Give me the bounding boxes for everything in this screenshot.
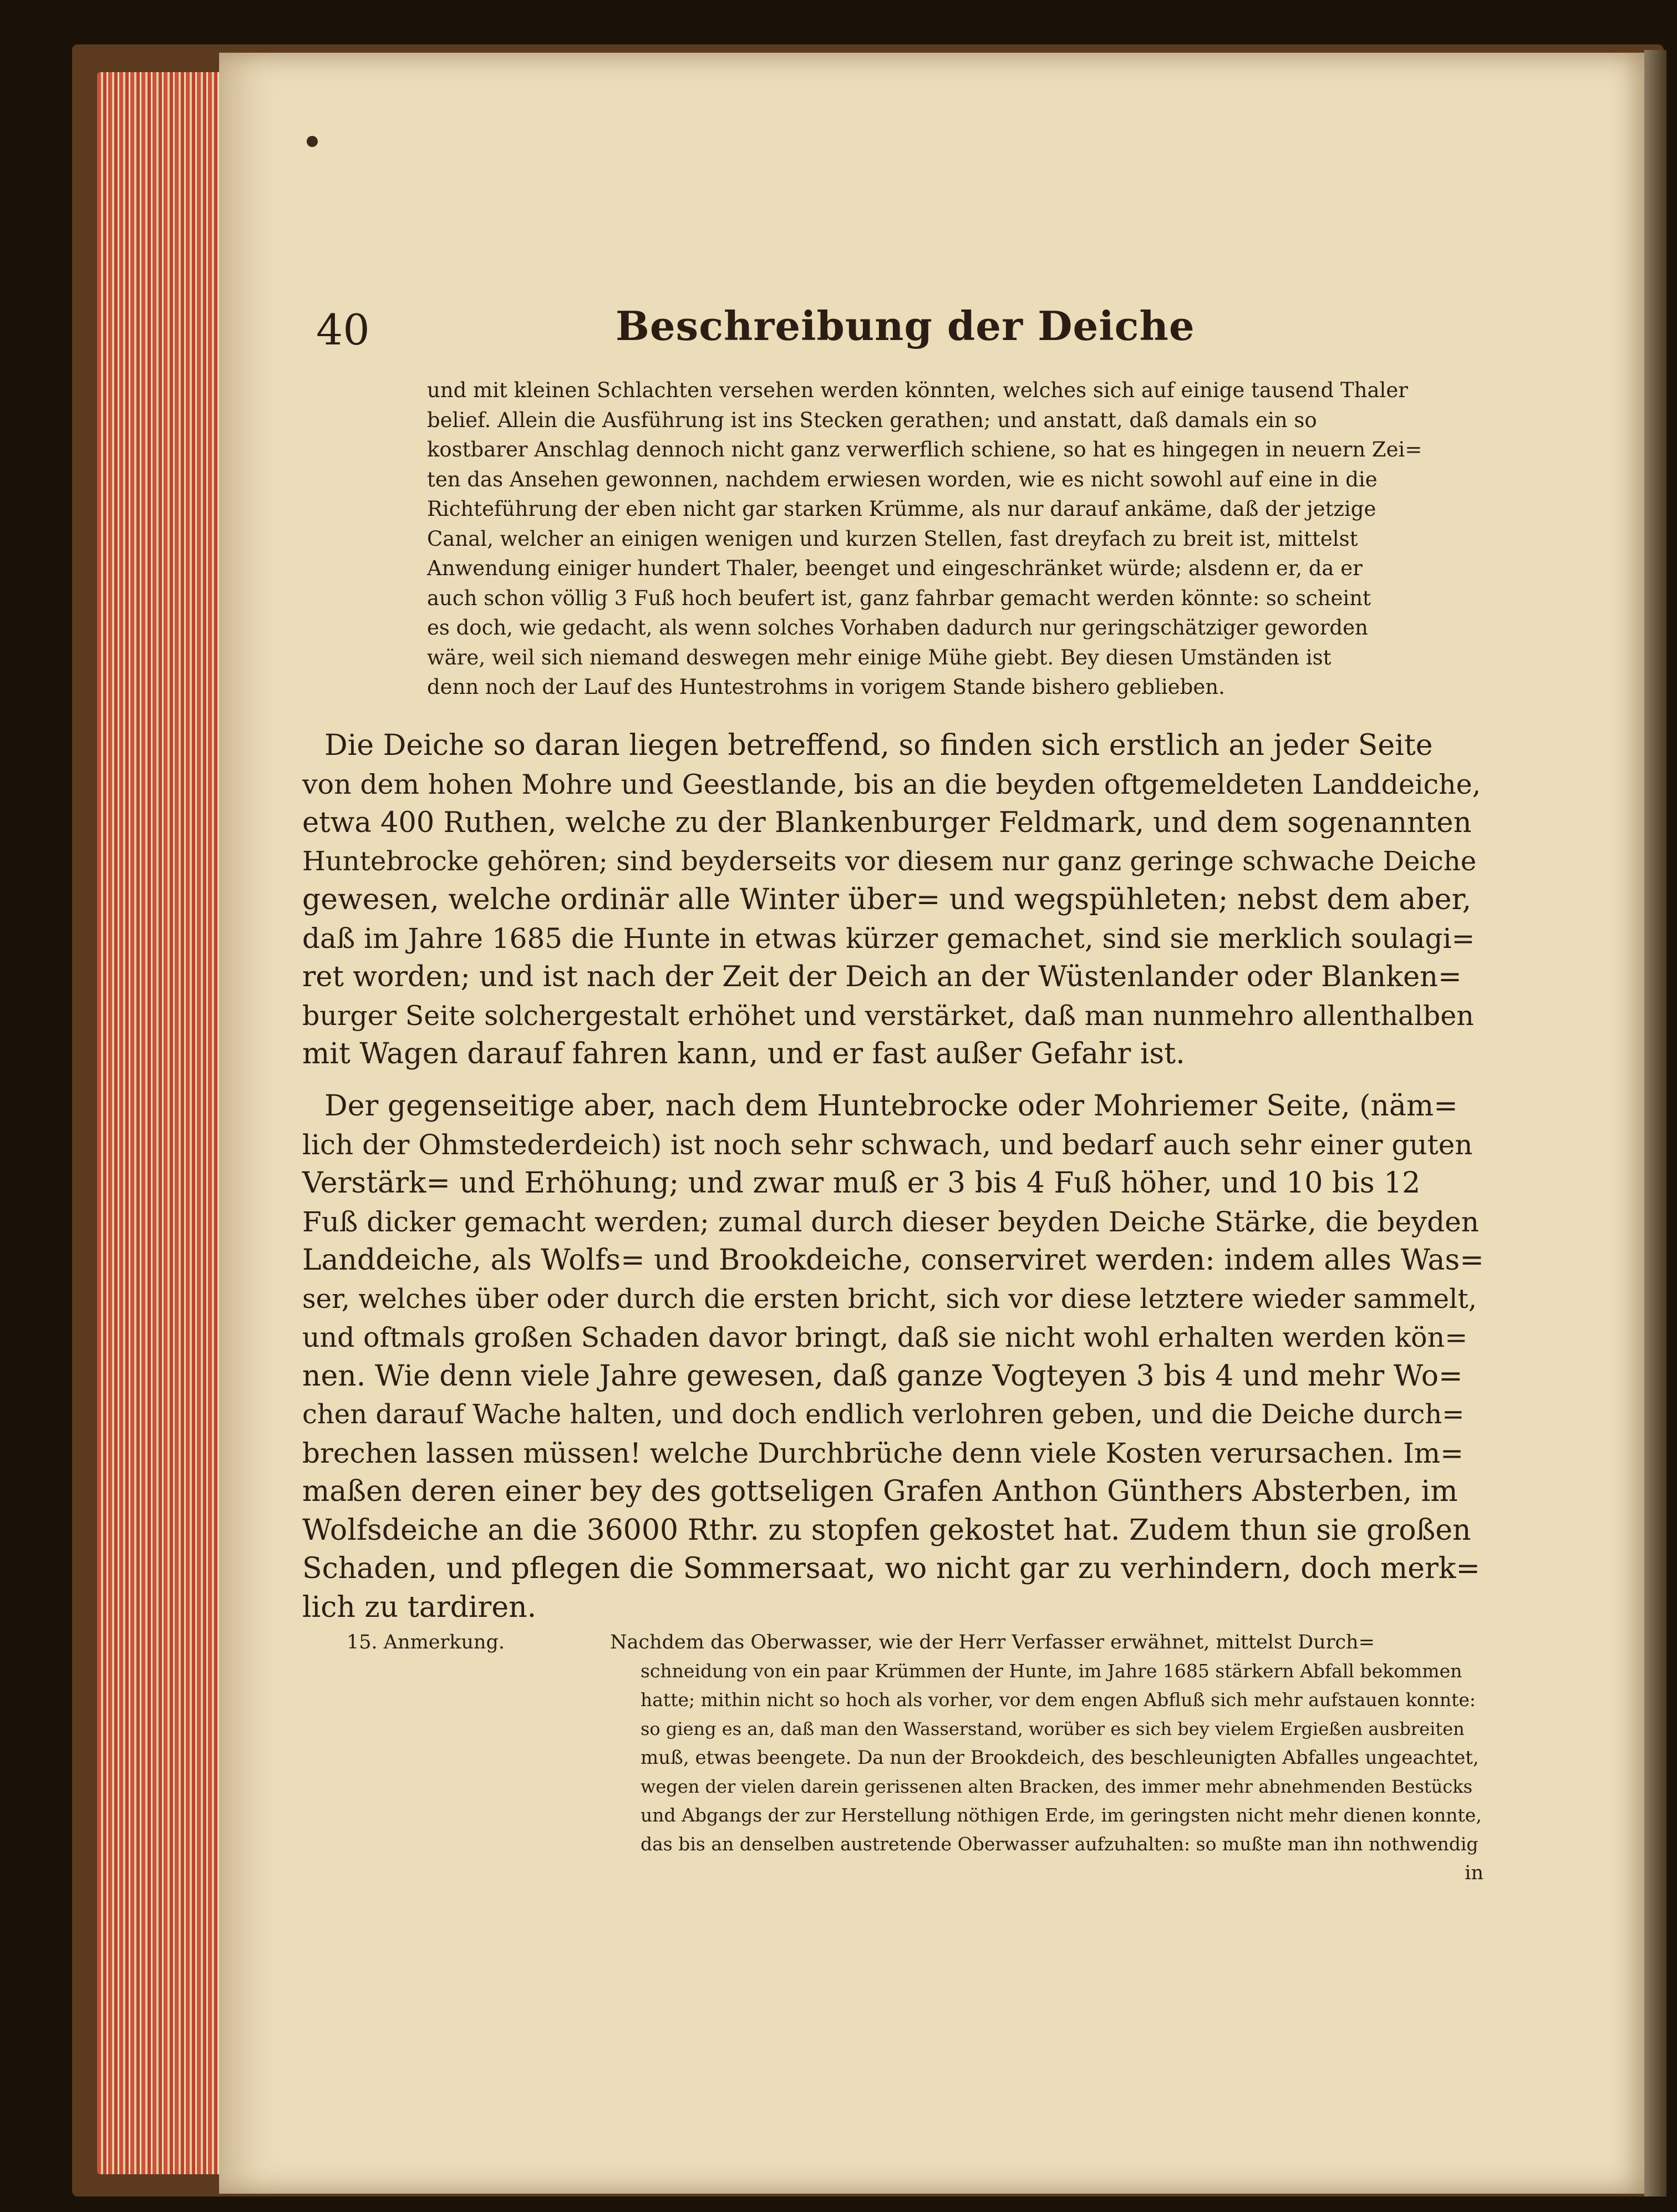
text-line: ret worden; und ist nach der Zeit der Deich an der Wüstenlander oder Blanken= [302,961,1462,993]
text-line: wegen der vielen darein gerissenen alten Bracken, des immer mehr abnehmenden Bestücks [641,1776,1473,1797]
text-line: denn noch der Lauf des Huntestrohms in vorigem Stande bishero geblieben. [427,675,1225,699]
catchword: in [1465,1862,1483,1884]
text-line: gewesen, welche ordinär alle Winter über= und wegspühleten; nebst dem aber, [302,883,1472,916]
paragraph-gegenseitige [302,1087,1483,1627]
text-line: Huntebrocke gehören; sind beyderseits vor diesem nur ganz geringe schwache Deiche [302,845,1477,877]
text-line: muß, etwas beengete. Da nun der Brookdeich, des beschleunigten Abfalles ungeachtet, [641,1747,1479,1769]
text-line: daß im Jahre 1685 die Hunte in etwas kürzer gemachet, sind sie merklich soulagi= [302,922,1475,955]
text-line: ser, welches über oder durch die ersten bricht, sich vor diese letztere wieder sammelt, [302,1283,1477,1315]
text-line: Fuß dicker gemacht werden; zumal durch dieser beyden Deiche Stärke, die beyden [302,1205,1479,1238]
text-line: Anwendung einiger hundert Thaler, beenget und eingeschränket würde; alsdenn er, da er [427,556,1363,580]
text-line: Wolfsdeiche an die 36000 Rthr. zu stopfen gekostet hat. Zudem thun sie großen [302,1513,1471,1547]
text-line: von dem hohen Mohre und Geestlande, bis an die beyden oftgemeldeten Landdeiche, [302,768,1481,800]
text-line: und Abgangs der zur Herstellung nöthigen Erde, im geringsten nicht mehr dienen konnte, [641,1804,1482,1826]
footnote-anmerkung [347,1628,1483,1888]
text-line: so gieng es an, daß man den Wasserstand, worüber es sich bey vielem Ergießen ausbreiten [641,1718,1465,1739]
text-line: lich zu tardiren. [302,1590,537,1624]
text-line: Der gegenseitige aber, nach dem Huntebrocke oder Mohriemer Seite, (näm= [324,1089,1458,1123]
text-line: Nachdem das Oberwasser, wie der Herr Verfasser erwähnet, mittelst Durch= [610,1631,1375,1653]
text-line: Landdeiche, als Wolfs= und Brookdeiche, conserviret werden: indem alles Was= [302,1244,1484,1277]
ink-spot [307,136,318,147]
text-line: etwa 400 Ruthen, welche zu der Blankenburger Feldmark, und dem sogenannten [302,806,1472,839]
page-gutter-shadow [1644,50,1666,2196]
text-line: und mit kleinen Schlachten versehen werden könnten, welches sich auf einige tausend Thaler [427,378,1408,402]
text-line: mit Wagen darauf fahren kann, und er fast außer Gefahr ist. [302,1037,1185,1071]
text-line: brechen lassen müssen! welche Durchbrüche denn viele Kosten verursachen. Im= [302,1437,1464,1469]
footnote-label: 15. Anmerkung. [347,1631,505,1653]
text-line: wäre, weil sich niemand deswegen mehr einige Mühe giebt. Bey diesen Umständen ist [427,645,1332,669]
running-head: Beschreibung der Deiche [616,302,1195,349]
intro-text-block [427,376,1481,702]
red-page-edges [97,72,225,2174]
text-line: schneidung von ein paar Krümmen der Hunte, im Jahre 1685 stärkern Abfall bekommen [641,1660,1462,1682]
text-line: chen darauf Wache halten, und doch endlich verlohren geben, und die Deiche durch= [302,1399,1465,1430]
text-line: Die Deiche so daran liegen betreffend, so finden sich erstlich an jeder Seite [324,729,1433,762]
text-line: hatte; mithin nicht so hoch als vorher, vor dem engen Abfluß sich mehr aufstauen konnte: [641,1689,1476,1711]
text-line: das bis an denselben austretende Oberwasser aufzuhalten: so mußte man ihn nothwendig [641,1833,1478,1855]
text-line: und oftmals großen Schaden davor bringt, daß sie nicht wohl erhalten werden kön= [302,1322,1468,1353]
text-line: kostbarer Anschlag dennoch nicht ganz verwerflich schiene, so hat es hingegen in neuern Zei= [427,438,1422,461]
text-line: lich der Ohmstederdeich) ist noch sehr schwach, und bedarf auch sehr einer guten [302,1128,1473,1161]
text-line: nen. Wie denn viele Jahre gewesen, daß ganze Vogteyen 3 bis 4 und mehr Wo= [302,1359,1463,1393]
text-line: burger Seite solchergestalt erhöhet und verstärket, daß man nunmehro allenthalben [302,1000,1474,1032]
text-line: maßen deren einer bey des gottseligen Grafen Anthon Günthers Absterben, im [302,1475,1458,1508]
paragraph-deiche [302,727,1483,1074]
text-line: Schaden, und pflegen die Sommersaat, wo nicht gar zu verhindern, doch merk= [302,1552,1480,1585]
text-line: belief. Allein die Ausführung ist ins Stecken gerathen; und anstatt, daß damals ein so [427,408,1317,432]
text-line: Canal, welcher an einigen wenigen und kurzen Stellen, fast dreyfach zu breit ist, mittelst [427,526,1358,551]
text-line: auch schon völlig 3 Fuß hoch beufert ist, ganz fahrbar gemacht werden könnte: so scheint [427,586,1371,610]
text-line: Richteführung der eben nicht gar starken Krümme, als nur darauf ankäme, daß der jetzige [427,497,1376,521]
page-number: 40 [316,305,370,354]
text-line: es doch, wie gedacht, als wenn solches Vorhaben dadurch nur geringschätziger geworden [427,616,1368,640]
text-line: Verstärk= und Erhöhung; und zwar muß er 3 bis 4 Fuß höher, und 10 bis 12 [302,1166,1421,1200]
footnote-first-line [347,1628,1483,1657]
text-line: ten das Ansehen gewonnen, nachdem erwiesen worden, wie es nicht sowohl auf eine in die [427,467,1378,491]
